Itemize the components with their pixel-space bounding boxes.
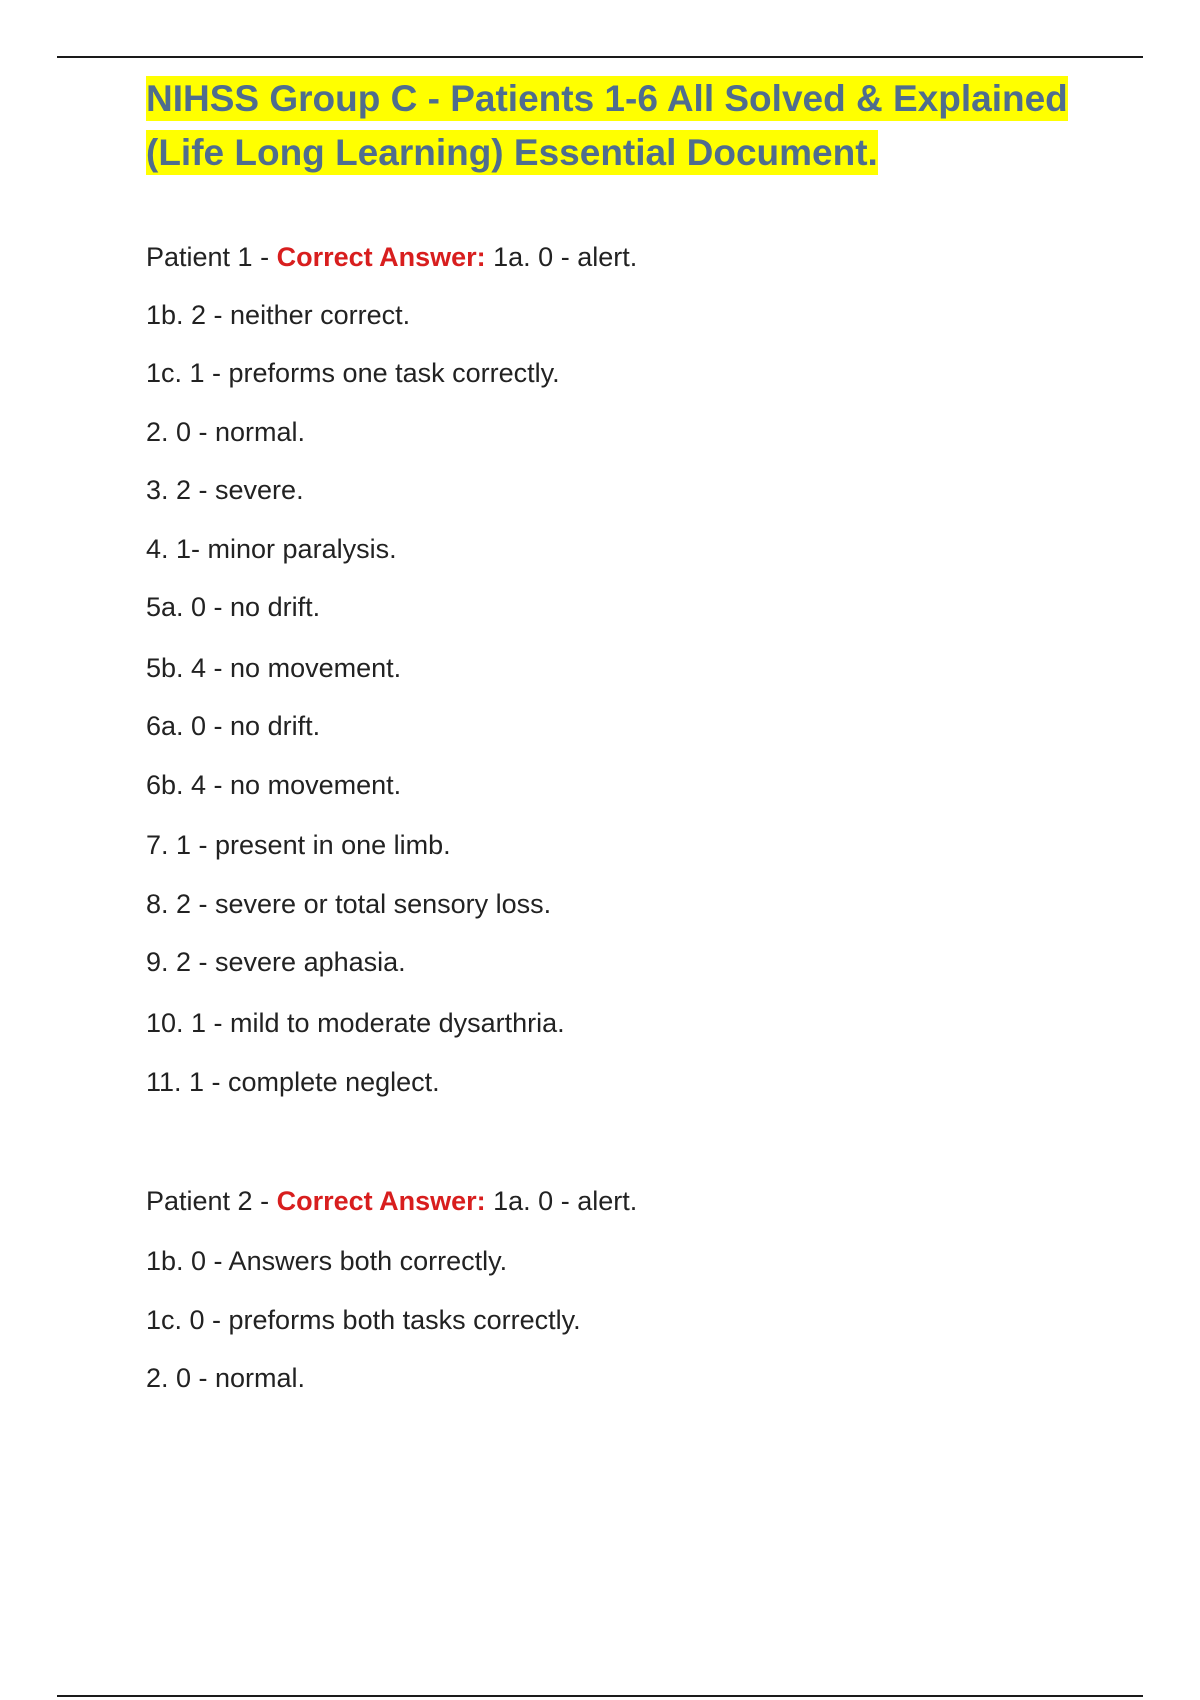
- answer-item: 5b. 4 - no movement.: [146, 653, 402, 683]
- top-divider: [57, 56, 1143, 58]
- title-highlight: NIHSS Group C - Patients 1-6 All Solved & Explained (Life Long Learning) Essential Document.: [146, 78, 1068, 173]
- document-title: [146, 72, 1106, 180]
- answer-item: 2. 0 - normal.: [146, 1363, 306, 1393]
- patient-1-heading: [146, 240, 637, 274]
- answer-item: 5a. 0 - no drift.: [146, 592, 321, 622]
- correct-answer-label: Correct Answer:: [276, 242, 486, 272]
- patient-label: Patient 1 -: [146, 242, 277, 272]
- answer-item: 9. 2 - severe aphasia.: [146, 947, 406, 977]
- answer-item: 4. 1- minor paralysis.: [146, 534, 397, 564]
- patient-label: Patient 2 -: [146, 1186, 277, 1216]
- answer-item: 3. 2 - severe.: [146, 475, 304, 505]
- answer-item: 1b. 2 - neither correct.: [146, 300, 411, 330]
- first-answer: 1a. 0 - alert.: [485, 1186, 638, 1216]
- bottom-divider: [57, 1695, 1143, 1697]
- answer-item: 1c. 0 - preforms both tasks correctly.: [146, 1305, 581, 1335]
- answer-item: 11. 1 - complete neglect.: [146, 1067, 440, 1097]
- answer-item: 1b. 0 - Answers both correctly.: [146, 1246, 508, 1276]
- answer-item: 10. 1 - mild to moderate dysarthria.: [146, 1008, 565, 1038]
- answer-item: 7. 1 - present in one limb.: [146, 830, 451, 860]
- answer-item: 6b. 4 - no movement.: [146, 770, 402, 800]
- correct-answer-label: Correct Answer:: [276, 1186, 486, 1216]
- answer-item: 1c. 1 - preforms one task correctly.: [146, 358, 560, 388]
- answer-item: 2. 0 - normal.: [146, 417, 306, 447]
- answer-item: 8. 2 - severe or total sensory loss.: [146, 889, 552, 919]
- patient-2-heading: [146, 1184, 637, 1218]
- first-answer: 1a. 0 - alert.: [485, 242, 638, 272]
- answer-item: 6a. 0 - no drift.: [146, 711, 321, 741]
